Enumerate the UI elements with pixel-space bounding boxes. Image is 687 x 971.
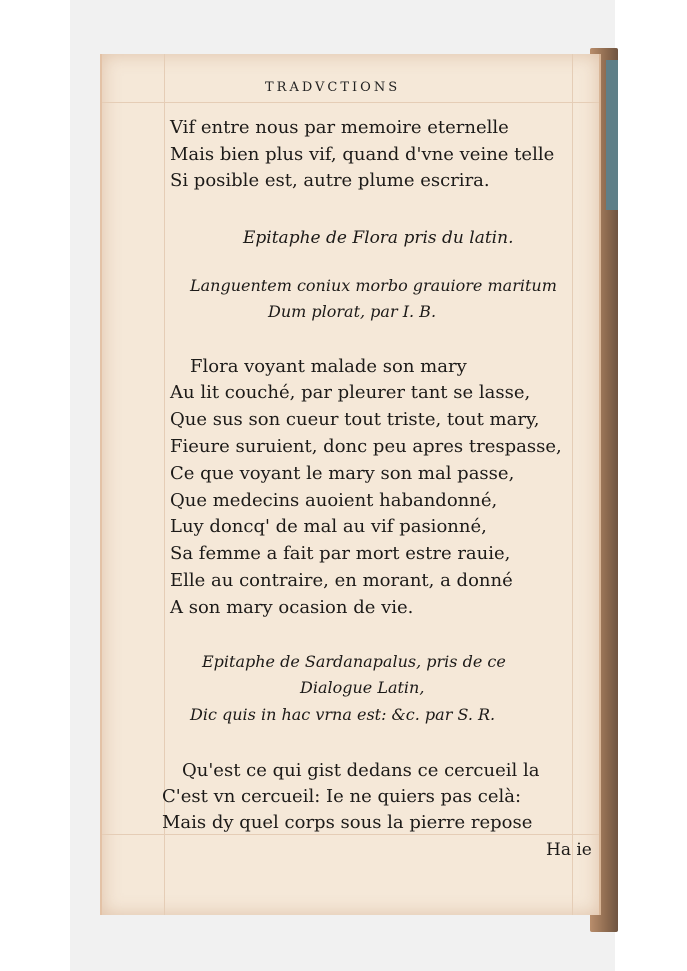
verse-line: Qu'est ce qui gist dedans ce cercueil la <box>182 760 540 781</box>
latin-verse: Languentem coniux morbo grauiore maritum <box>190 276 557 295</box>
catchword: Ha ie <box>546 840 592 860</box>
verse-line: Elle au contraire, en morant, a donné <box>170 570 513 591</box>
book-strap <box>606 60 618 210</box>
verse-line: Si posible est, autre plume escrira. <box>170 170 490 191</box>
margin-rule-top <box>102 102 599 103</box>
running-header: TRADVCTIONS <box>265 80 401 95</box>
verse-line: Mais dy quel corps sous la pierre repose <box>162 812 533 833</box>
verse-line: A son mary ocasion de vie. <box>170 597 414 618</box>
margin-rule-right <box>572 54 573 915</box>
epitaph-title: Epitaphe de Sardanapalus, pris de ce <box>202 652 506 671</box>
epitaph-title: Dialogue Latin, <box>300 678 425 697</box>
latin-verse: Dic quis in hac vrna est: &c. par S. R. <box>190 705 496 724</box>
verse-line: Vif entre nous par memoire eternelle <box>170 117 509 138</box>
verse-line: C'est vn cercueil: Ie ne quiers pas celà: <box>162 786 522 807</box>
margin-rule-bottom <box>102 834 599 835</box>
verse-line: Au lit couché, par pleurer tant se lasse, <box>170 382 531 403</box>
verse-line: Luy doncq' de mal au vif pasionné, <box>170 516 487 537</box>
latin-verse: Dum plorat, par I. B. <box>268 302 437 321</box>
epitaph-title: Epitaphe de Flora pris du latin. <box>243 228 514 248</box>
verse-line: Sa femme a fait par mort estre rauie, <box>170 543 511 564</box>
verse-line: Fieure suruient, donc peu apres trespasse, <box>170 436 562 457</box>
verse-line: Flora voyant malade son mary <box>190 356 467 377</box>
verse-line: Ce que voyant le mary son mal passe, <box>170 463 515 484</box>
verse-line: Mais bien plus vif, quand d'vne veine telle <box>170 144 555 165</box>
verse-line: Que medecins auoient habandonné, <box>170 490 498 511</box>
verse-line: Que sus son cueur tout triste, tout mary, <box>170 409 540 430</box>
